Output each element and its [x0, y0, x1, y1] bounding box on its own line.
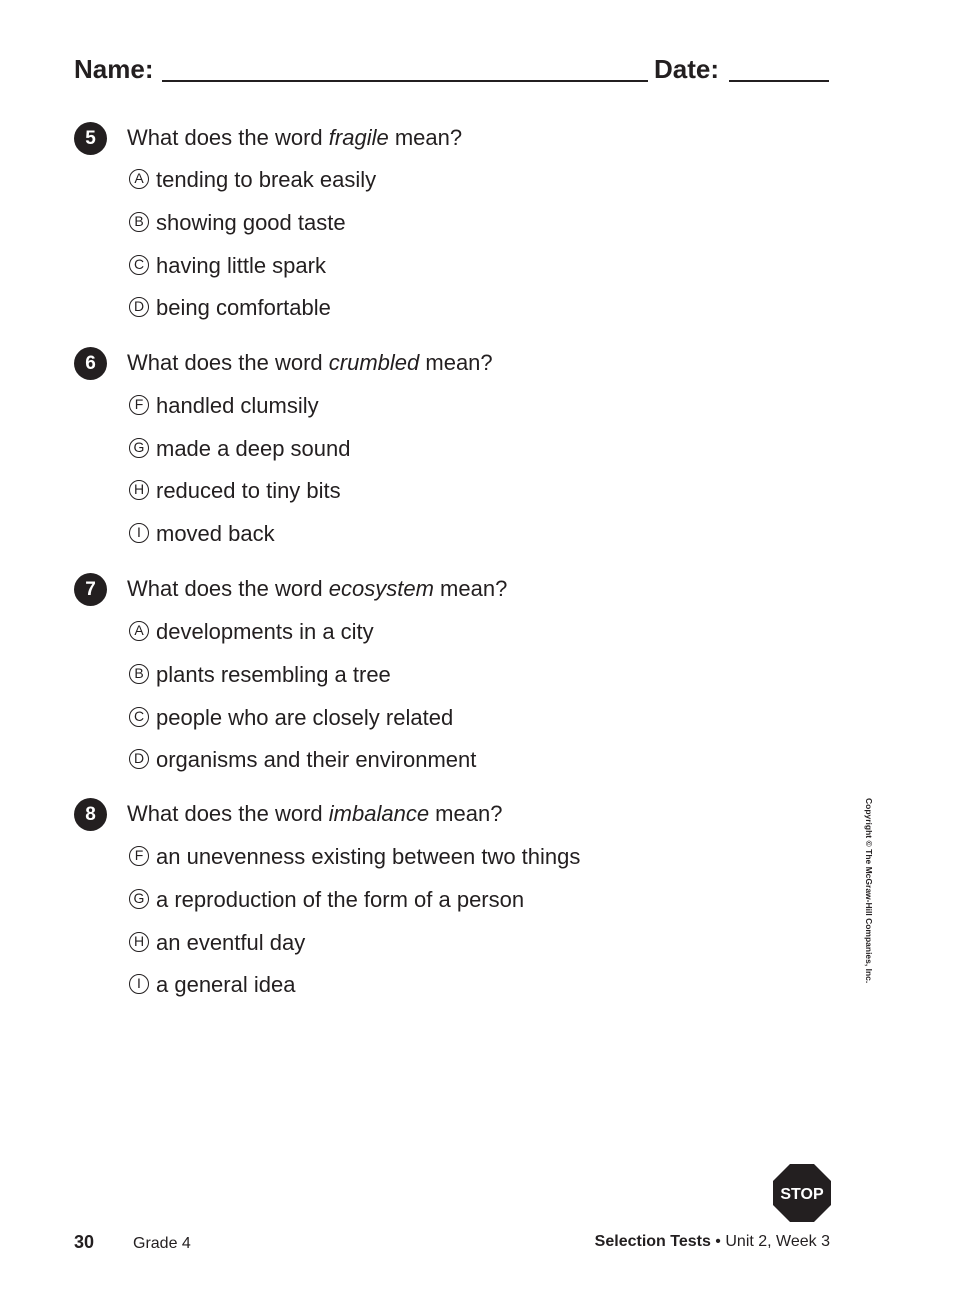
name-date-header [74, 52, 834, 88]
answer-text: tending to break easily [156, 167, 377, 192]
answer-bubble[interactable]: I [129, 523, 149, 543]
answer-bubble[interactable]: C [129, 707, 149, 727]
answer-text: an eventful day [156, 930, 306, 955]
question-number: 7 [74, 573, 107, 606]
vocab-word: ecosystem [328, 576, 434, 601]
page-number: 30 [74, 1232, 95, 1252]
answer-bubble[interactable]: G [129, 889, 149, 909]
answer-text: people who are closely related [156, 705, 454, 730]
date-field[interactable] [729, 80, 829, 82]
stop-label: STOP [780, 1186, 824, 1203]
answer-text: made a deep sound [156, 436, 351, 461]
unit-label: Unit 2, Week 3 [725, 1233, 830, 1250]
answer-bubble[interactable]: D [129, 297, 149, 317]
answer-text: being comfortable [156, 295, 331, 320]
answer-bubble[interactable]: F [129, 846, 149, 866]
answer-bubble[interactable]: B [129, 212, 149, 232]
answer-text: handled clumsily [156, 393, 319, 418]
copyright-notice: Copyright © The McGraw-Hill Companies, Inc. [864, 798, 874, 984]
answer-text: showing good taste [156, 210, 346, 235]
footer-section: Selection Tests • Unit 2, Week 3 [594, 1233, 830, 1250]
vocab-word: fragile [328, 125, 389, 150]
question-text: What does the word imbalance mean? [127, 801, 503, 826]
answer-text: reduced to tiny bits [156, 478, 341, 503]
answer-text: moved back [156, 521, 275, 546]
question-number: 5 [74, 122, 107, 155]
answer-text: developments in a city [156, 619, 374, 644]
answer-bubble[interactable]: B [129, 664, 149, 684]
grade-label: Grade 4 [133, 1235, 191, 1252]
answer-bubble[interactable]: A [129, 621, 149, 641]
answer-bubble[interactable]: G [129, 438, 149, 458]
answer-bubble[interactable]: F [129, 395, 149, 415]
question-text: What does the word fragile mean? [127, 125, 463, 150]
vocab-word: crumbled [328, 350, 420, 375]
vocab-word: imbalance [328, 801, 430, 826]
stop-sign-icon [773, 1164, 831, 1222]
name-label: Name: [74, 54, 154, 84]
date-label: Date: [654, 54, 720, 84]
question-text: What does the word ecosystem mean? [127, 576, 508, 601]
answer-bubble[interactable]: H [129, 932, 149, 952]
answer-bubble[interactable]: A [129, 169, 149, 189]
answer-text: an unevenness existing between two things [156, 844, 581, 869]
answer-text: a general idea [156, 972, 296, 997]
answer-text: a reproduction of the form of a person [156, 887, 525, 912]
name-field[interactable] [162, 80, 648, 82]
answer-bubble[interactable]: C [129, 255, 149, 275]
answer-bubble[interactable]: D [129, 749, 149, 769]
answer-text: plants resembling a tree [156, 662, 391, 687]
answer-bubble[interactable]: I [129, 974, 149, 994]
answer-text: organisms and their environment [156, 747, 477, 772]
answer-bubble[interactable]: H [129, 480, 149, 500]
question-number: 6 [74, 347, 107, 380]
question-text: What does the word crumbled mean? [127, 350, 493, 375]
question-number: 8 [74, 798, 107, 831]
section-title: Selection Tests [594, 1233, 711, 1250]
answer-text: having little spark [156, 253, 326, 278]
